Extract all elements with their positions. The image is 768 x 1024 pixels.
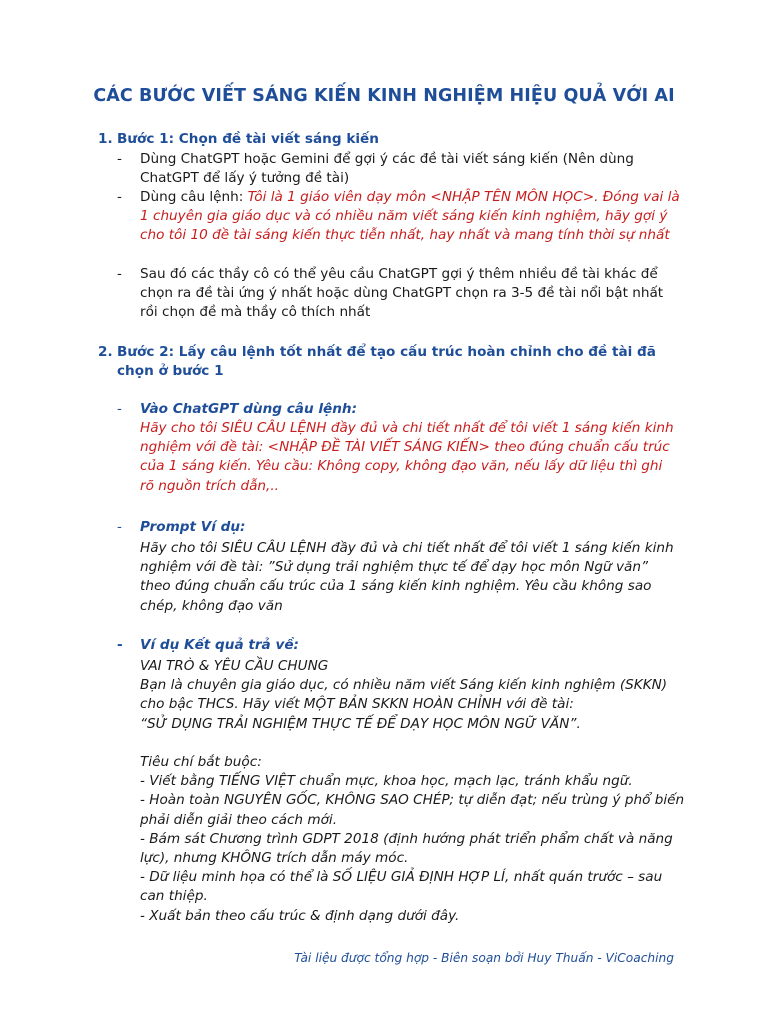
- page-title: CÁC BƯỚC VIẾT SÁNG KIẾN KINH NGHIỆM HIỆU QUẢ VỚI AI: [93, 86, 675, 106]
- bullet-marker: -: [117, 151, 122, 167]
- footer-credit: Tài liệu được tổng hợp - Biên soạn bởi Huy Thuấn - ViCoaching: [294, 951, 674, 965]
- example-line: - Xuất bản theo cấu trúc & định dạng dưới đây.: [140, 907, 460, 924]
- example-line: - Dữ liệu minh họa có thể là SỐ LIỆU GIẢ ĐỊNH HỢP LÍ, nhất quán trước – sau can thiệp.: [140, 869, 663, 905]
- step1-heading: Bước 1: Chọn đề tài viết sáng kiến: [117, 131, 379, 147]
- step1-bullet2-prompt: Tôi là 1 giáo viên dạy môn <NHẬP TÊN MÔN HỌC>. Đóng vai là 1 chuyên gia giáo dục và có nhiều năm viết sáng kiến kinh nghiệm, hãy gợi ý cho tôi 10 đề tài sáng kiến thực tiễn nhất, hay nhất và mang tính thời sự nhất: [140, 189, 680, 244]
- step2-sub1-label: Vào ChatGPT dùng câu lệnh:: [140, 401, 358, 417]
- step2-heading: Bước 2: Lấy câu lệnh tốt nhất để tạo cấu trúc hoàn chỉnh cho đề tài đã chọn ở bước 1: [117, 344, 656, 379]
- example-line: - Hoàn toàn NGUYÊN GỐC, KHÔNG SAO CHÉP; tự diễn đạt; nếu trùng ý phổ biến phải diễn giải theo cách mới.: [140, 792, 685, 828]
- step2-number: 2.: [98, 344, 113, 360]
- step1-bullet2: [140, 188, 680, 246]
- bullet-marker: -: [117, 401, 122, 417]
- bullet-marker: -: [117, 637, 123, 653]
- step2-sub3-label: Ví dụ Kết quả trả về:: [140, 637, 299, 653]
- step1-bullet1: Dùng ChatGPT hoặc Gemini để gợi ý các đề tài viết sáng kiến (Nên dùng ChatGPT để lấy ý tưởng đề tài): [140, 151, 634, 187]
- step2-sub2-body: Hãy cho tôi SIÊU CÂU LỆNH đầy đủ và chi tiết nhất để tôi viết 1 sáng kiến kinh nghiệm với đề tài: ”Sử dụng trải nghiệm thực tế để dạy học môn Ngữ văn” theo đúng chuẩn cấu trúc của 1 sáng kiến kinh nghiệm. Yêu cầu không sao chép, không đạo văn: [140, 540, 674, 614]
- bullet-marker: -: [117, 519, 122, 535]
- step2-sub1-body: Hãy cho tôi SIÊU CÂU LỆNH đầy đủ và chi tiết nhất để tôi viết 1 sáng kiến kinh nghiệm với đề tài: <NHẬP ĐỀ TÀI VIẾT SÁNG KIẾN> theo đúng chuẩn cấu trúc của 1 sáng kiến. Yêu cầu: Không copy, không đạo văn, nếu lấy dữ liệu thì ghi rõ nguồn trích dẫn,..: [140, 420, 674, 494]
- bullet-marker: -: [117, 266, 122, 282]
- example-line: VAI TRÒ & YÊU CẦU CHUNG: [140, 658, 329, 674]
- example-line: - Bám sát Chương trình GDPT 2018 (định hướng phát triển phẩm chất và năng lực), nhưng KHÔNG trích dẫn máy móc.: [140, 830, 673, 867]
- step1-bullet3: Sau đó các thầy cô có thể yêu cầu ChatGPT gợi ý thêm nhiều đề tài khác để chọn ra đề tài ứng ý nhất hoặc dùng ChatGPT chọn ra 3-5 đề tài nổi bật nhất rồi chọn đề mà thầy cô thích nhất: [140, 266, 664, 321]
- example-line: Tiêu chí bắt buộc:: [140, 754, 262, 770]
- step1-number: 1.: [98, 131, 113, 147]
- example-result-block: [140, 657, 690, 926]
- example-line: Bạn là chuyên gia giáo dục, có nhiều năm viết Sáng kiến kinh nghiệm (SKKN) cho bậc THCS. Hãy viết MỘT BẢN SKKN HOÀN CHỈNH với đề tài:: [140, 677, 668, 713]
- example-spacer: [140, 734, 690, 753]
- example-line: - Viết bằng TIẾNG VIỆT chuẩn mực, khoa học, mạch lạc, tránh khẩu ngữ.: [140, 773, 633, 790]
- bullet-marker: -: [117, 189, 122, 205]
- step1-bullet2-prefix: Dùng câu lệnh:: [140, 189, 248, 205]
- step2-heading-row: [98, 343, 677, 381]
- step1-heading-row: [98, 130, 379, 149]
- example-line: “SỬ DỤNG TRẢI NGHIỆM THỰC TẾ ĐỂ DẠY HỌC MÔN NGỮ VĂN”.: [140, 715, 581, 732]
- step2-sub2-label: Prompt Ví dụ:: [140, 519, 246, 535]
